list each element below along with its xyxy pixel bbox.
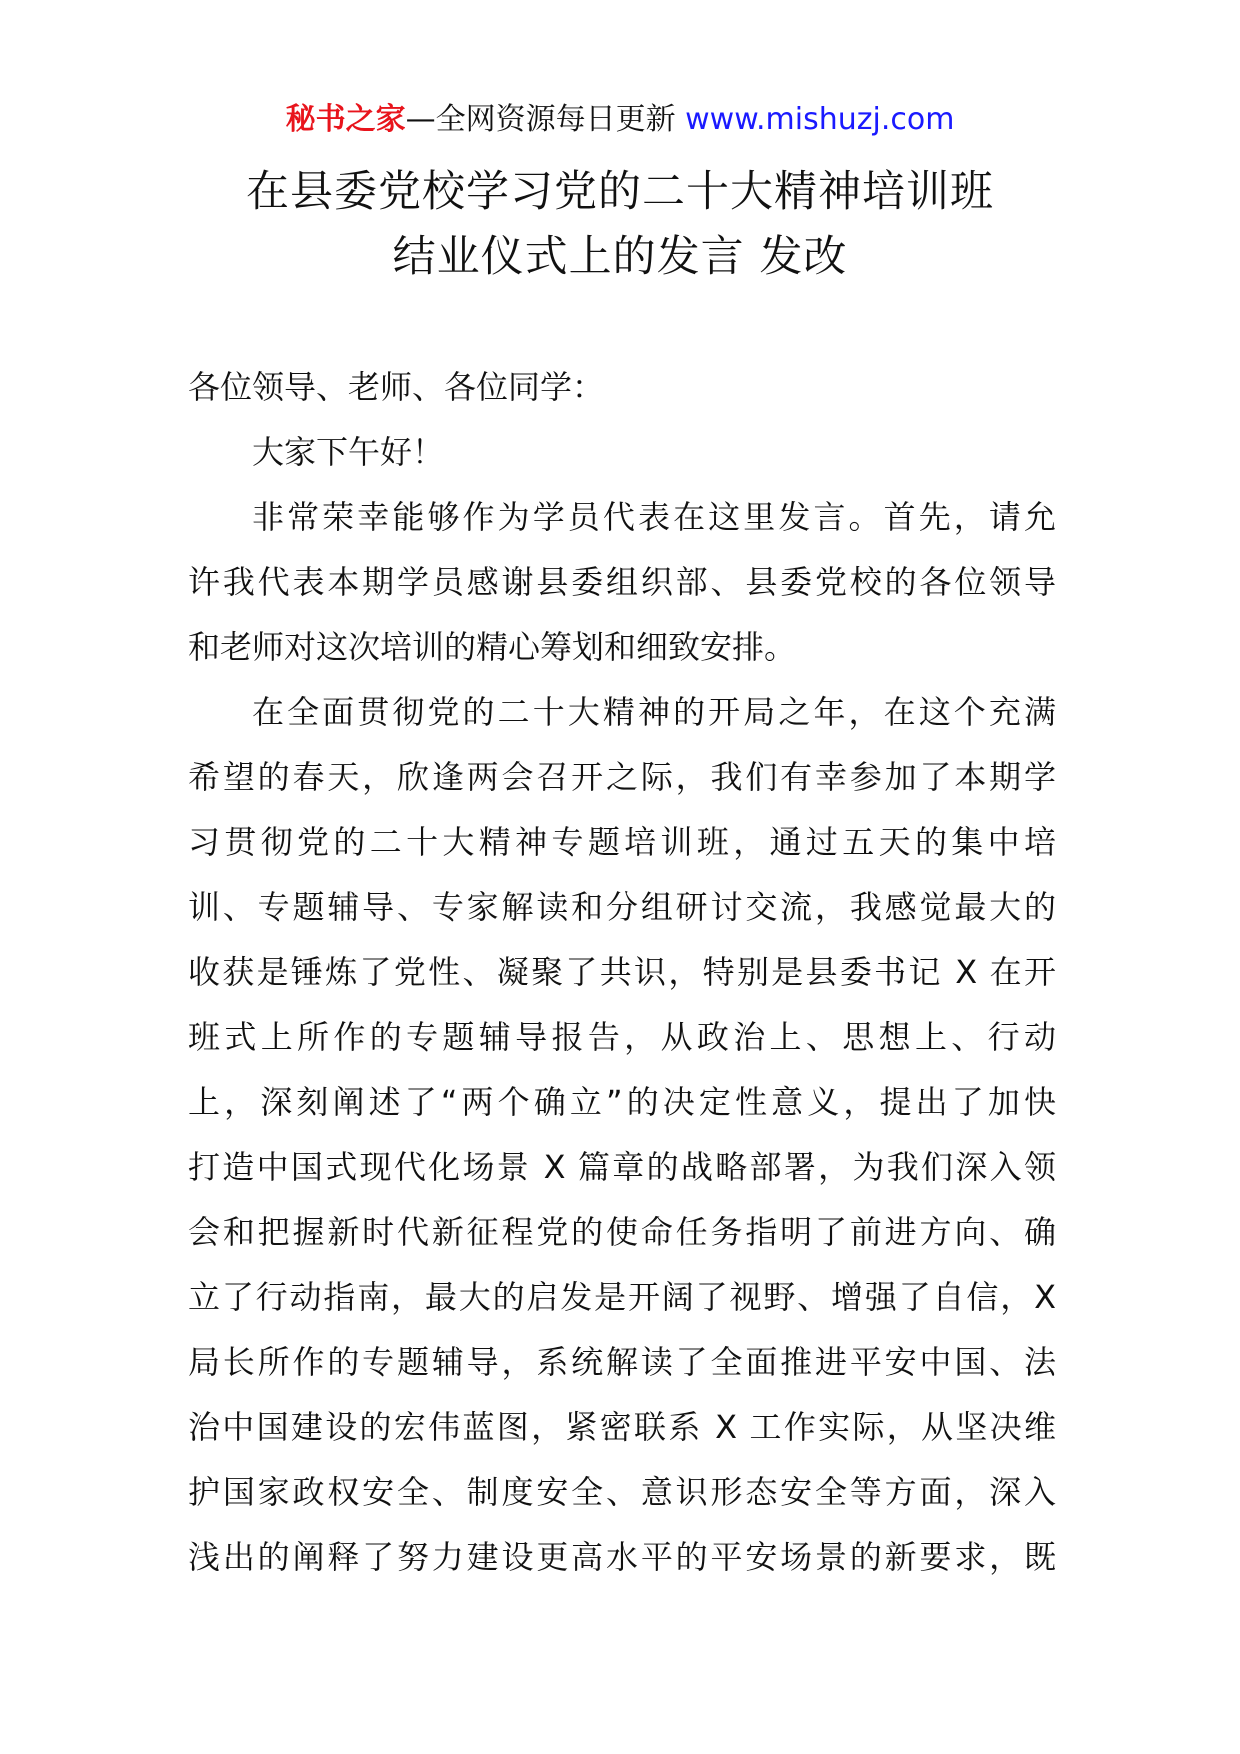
body-line: 打造中国式现代化场景 X 篇章的战略部署，为我们深入领 xyxy=(188,1148,1056,1186)
body-line: 立了行动指南，最大的启发是开阔了视野、增强了自信，X xyxy=(188,1278,1056,1316)
salutation: 各位领导、老师、各位同学： xyxy=(188,368,605,406)
body-line: 在全面贯彻党的二十大精神的开局之年，在这个充满 xyxy=(252,693,1056,731)
document-title-line-1: 在县委党校学习党的二十大精神培训班 xyxy=(246,167,994,217)
document-body xyxy=(188,355,1056,1590)
body-line: 浅出的阐释了努力建设更高水平的平安场景的新要求，既 xyxy=(188,1538,1056,1576)
body-line: 希望的春天，欣逢两会召开之际，我们有幸参加了本期学 xyxy=(188,758,1056,796)
body-line: 许我代表本期学员感谢县委组织部、县委党校的各位领导 xyxy=(188,563,1056,601)
body-line: 会和把握新时代新征程党的使命任务指明了前进方向、确 xyxy=(188,1213,1056,1251)
header-tagline: —全网资源每日更新 xyxy=(405,102,676,137)
body-line: 和老师对这次培训的精心筹划和细致安排。 xyxy=(188,628,797,666)
body-line: 训、专题辅导、专家解读和分组研讨交流，我感觉最大的 xyxy=(188,888,1056,926)
body-line: 局长所作的专题辅导，系统解读了全面推进平安中国、法 xyxy=(188,1343,1056,1381)
body-line: 班式上所作的专题辅导报告，从政治上、思想上、行动 xyxy=(188,1018,1056,1056)
body-line: 收获是锤炼了党性、凝聚了共识，特别是县委书记 X 在开 xyxy=(188,953,1056,991)
body-line: 上，深刻阐述了“两个确立”的决定性意义，提出了加快 xyxy=(188,1083,1056,1121)
document-title-line-2: 结业仪式上的发言 发改 xyxy=(392,232,848,282)
body-line: 非常荣幸能够作为学员代表在这里发言。首先，请允 xyxy=(252,498,1056,536)
body-line: 治中国建设的宏伟蓝图，紧密联系 X 工作实际，从坚决维 xyxy=(188,1408,1056,1446)
body-line: 护国家政权安全、制度安全、意识形态安全等方面，深入 xyxy=(188,1473,1056,1511)
site-header xyxy=(0,100,1240,140)
greeting: 大家下午好！ xyxy=(252,433,445,471)
site-url-link[interactable]: www.mishuzj.com xyxy=(685,102,955,137)
body-line: 习贯彻党的二十大精神专题培训班，通过五天的集中培 xyxy=(188,823,1056,861)
brand-name: 秘书之家 xyxy=(285,102,406,137)
